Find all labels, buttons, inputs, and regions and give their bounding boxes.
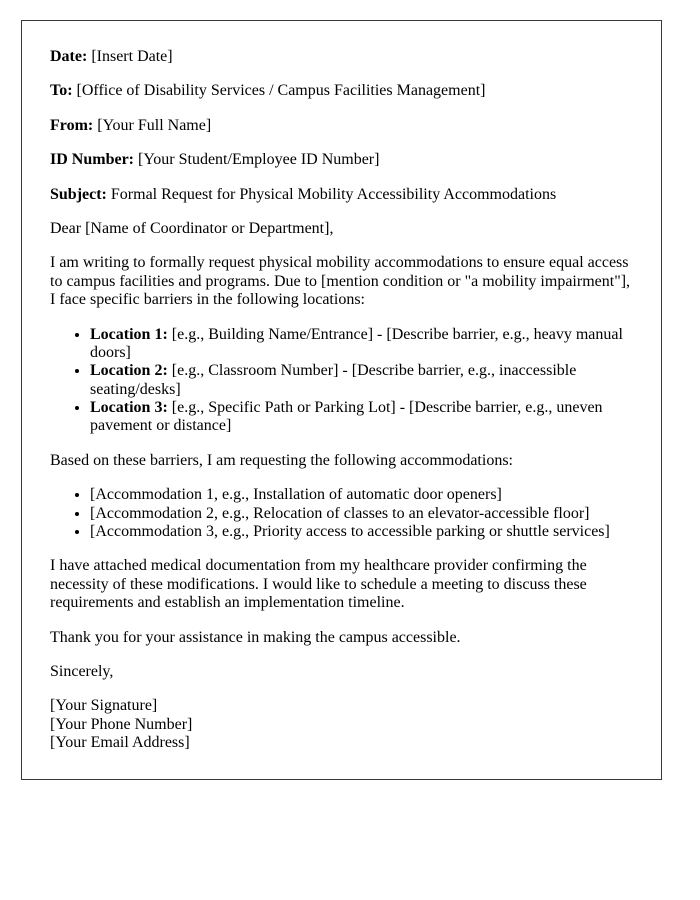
closing-paragraph: Thank you for your assistance in making the campus accessible.: [50, 628, 461, 646]
location-label: Location 3:: [90, 399, 168, 417]
location-bullet-list: [50, 326, 633, 436]
accommodation-bullet: • [Accommodation 2, e.g., Relocation of classes to an elevator-accessible floor]: [90, 505, 633, 523]
field-line-subject: [50, 186, 633, 204]
location-bullet: [90, 326, 633, 363]
signature-line: [Your Signature]: [50, 697, 158, 715]
intro-paragraph: I am writing to formally request physical mobility accommodations to ensure equal access to campus facilities and programs. Due to [mention condition or "a mobility impairment"], I face specific barriers in the following locations:: [50, 254, 631, 309]
accommodation-bullet: • [Accommodation 1, e.g., Installation of automatic door openers]: [90, 486, 633, 504]
request-lead-paragraph: Based on these barriers, I am requesting the following accommodations:: [50, 451, 513, 469]
location-text: [e.g., Classroom Number] - [Describe barrier, e.g., inaccessible seating/desks]: [90, 362, 577, 398]
field-value: [Your Student/Employee ID Number]: [138, 151, 380, 169]
accommodation-bullet: • [Accommodation 3, e.g., Priority access to accessible parking or shuttle services]: [90, 523, 633, 541]
field-label: From:: [50, 116, 94, 134]
field-line-from: [50, 117, 633, 135]
field-value: [Your Full Name]: [97, 116, 212, 134]
field-value: [Insert Date]: [91, 48, 173, 65]
signature-line: [Your Phone Number]: [50, 715, 193, 733]
salutation: Dear [Name of Coordinator or Department],: [50, 219, 334, 237]
field-value: [Office of Disability Services / Campus Facilities Management]: [76, 82, 486, 100]
location-bullet: [90, 362, 633, 399]
field-label: Subject:: [50, 185, 107, 203]
location-label: Location 2:: [90, 362, 168, 380]
signature-line: [Your Email Address]: [50, 734, 190, 752]
field-value: Formal Request for Physical Mobility Accessibility Accommodations: [110, 185, 557, 203]
location-text: [e.g., Building Name/Entrance] - [Describe barrier, e.g., heavy manual doors]: [90, 325, 623, 361]
documentation-paragraph: I have attached medical documentation from my healthcare provider confirming the necessity of these modifications. I would like to schedule a meeting to discuss these requirements and establish an implementation timeline.: [50, 557, 587, 612]
field-line-to: [50, 82, 633, 100]
field-label: Date:: [50, 48, 88, 65]
signoff: Sincerely,: [50, 662, 114, 680]
field-line-date: [50, 48, 633, 66]
signature-block: [50, 697, 633, 752]
field-label: To:: [50, 82, 73, 100]
accommodation-bullet-list: [50, 486, 633, 541]
location-label: Location 1:: [90, 325, 168, 343]
field-label: ID Number:: [50, 151, 134, 169]
field-line-id-number: [50, 151, 633, 169]
location-bullet: [90, 399, 633, 436]
letter-page: [21, 20, 662, 780]
location-text: [e.g., Specific Path or Parking Lot] - [Describe barrier, e.g., uneven pavement or distance]: [90, 399, 603, 435]
